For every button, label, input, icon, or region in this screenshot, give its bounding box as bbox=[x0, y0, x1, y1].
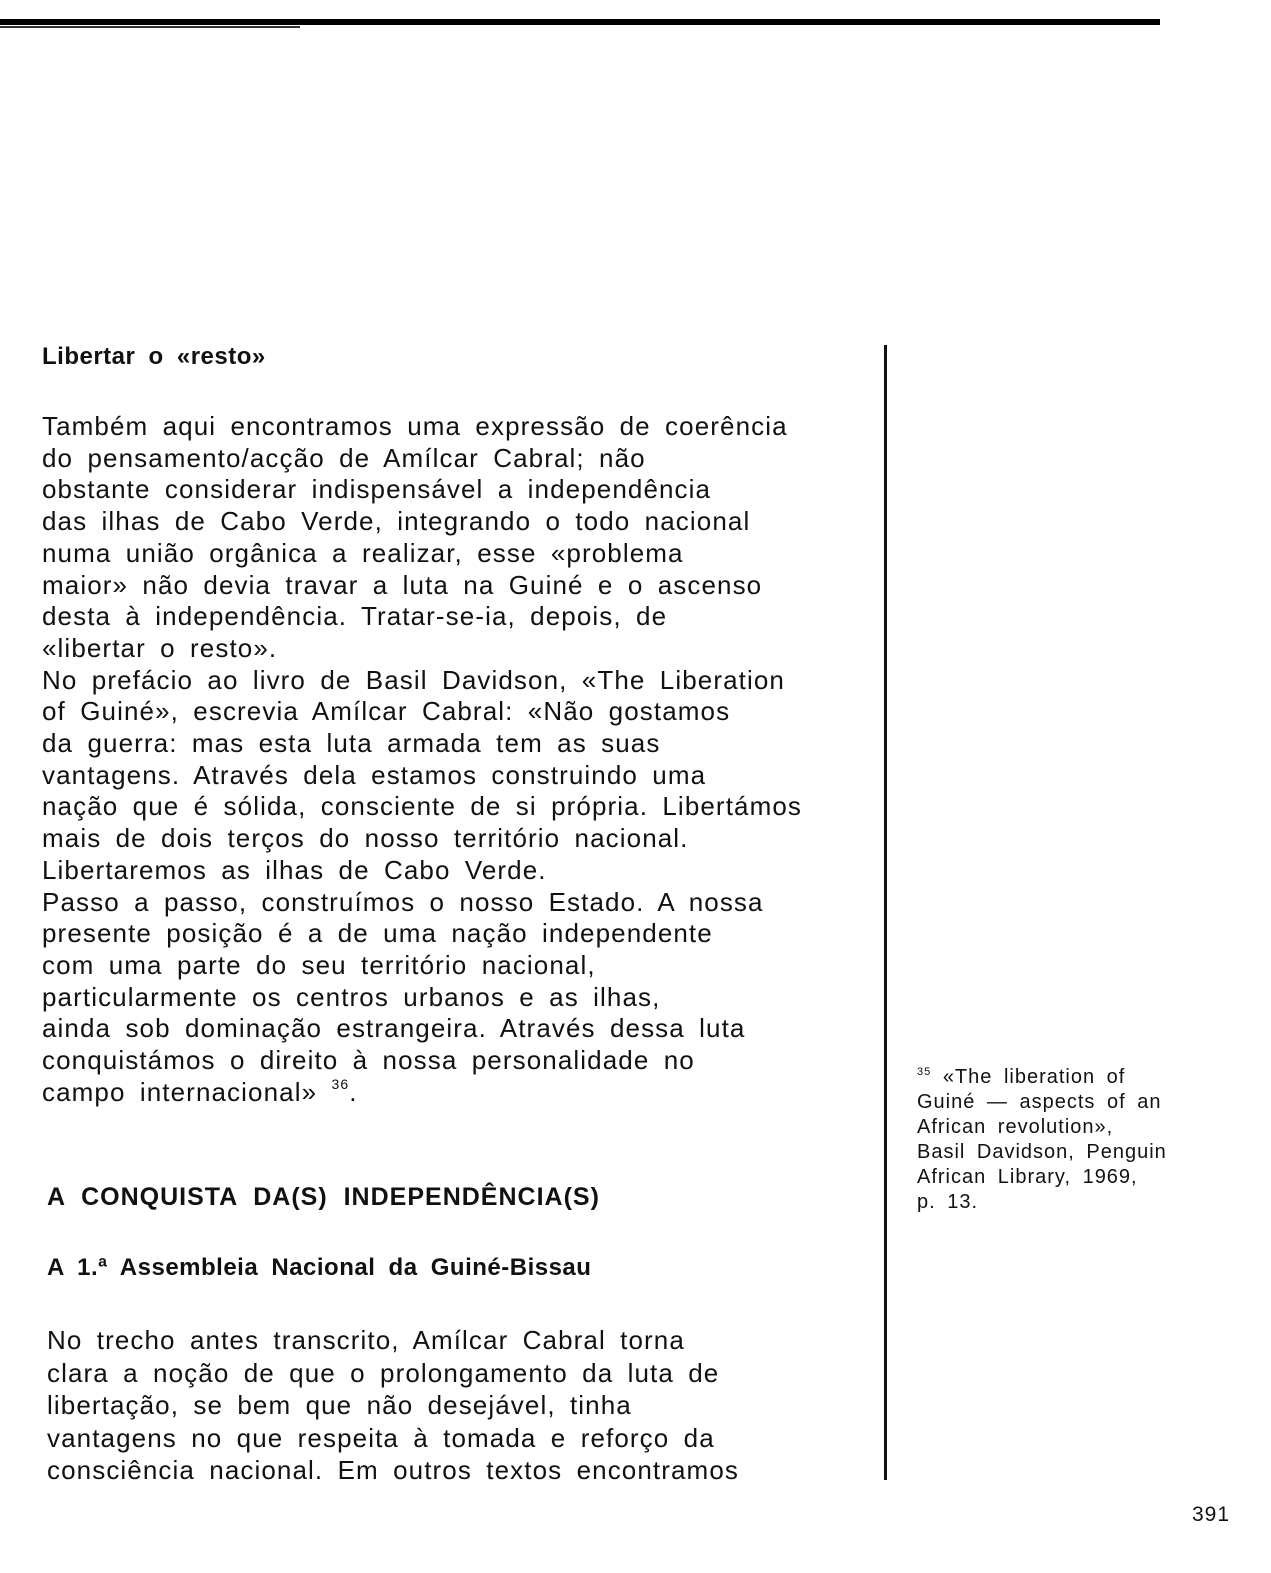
section2-body bbox=[47, 1324, 887, 1487]
text-line: No trecho antes transcrito, Amílcar Cabral torna bbox=[47, 1325, 685, 1355]
text-line: da guerra: mas esta luta armada tem as suas bbox=[42, 728, 661, 759]
footnote-number: 35 bbox=[917, 1066, 932, 1078]
text-line: mais de dois terços do nosso território nacional. bbox=[42, 823, 689, 854]
footnote-line: Guiné — aspects of an bbox=[917, 1091, 1162, 1113]
footnote-line: p. 13. bbox=[917, 1191, 979, 1213]
text-line: do pensamento/acção de Amílcar Cabral; não bbox=[42, 442, 646, 473]
footnote-text: «The liberation of bbox=[942, 1066, 1126, 1088]
text-line: libertação, se bem que não desejável, tinha bbox=[47, 1390, 632, 1420]
text-line: «libertar o resto». bbox=[42, 632, 278, 663]
text-line: maior» não devia travar a luta na Guiné e o ascenso bbox=[42, 569, 763, 600]
text-line: No prefácio ao livro de Basil Davidson, «The Liberation bbox=[42, 664, 785, 695]
text-line: Passo a passo, construímos o nosso Estado. A nossa bbox=[42, 886, 764, 917]
text-line: particularmente os centros urbanos e as ilhas, bbox=[42, 981, 661, 1012]
text-line: consciência nacional. Em outros textos encontramos bbox=[47, 1455, 739, 1485]
subsection-heading: A 1.ª Assembleia Nacional da Guiné-Bissau bbox=[47, 1254, 592, 1281]
text-line: nação que é sólida, consciente de si própria. Libertámos bbox=[42, 791, 802, 822]
text-line: of Guiné», escrevia Amílcar Cabral: «Não gostamos bbox=[42, 696, 731, 727]
text-fragment: campo internacional» bbox=[42, 1076, 318, 1107]
scan-edge-bar bbox=[0, 19, 1160, 25]
text-line: numa união orgânica a realizar, esse «problema bbox=[42, 537, 684, 568]
section-heading: Libertar o «resto» bbox=[42, 343, 266, 370]
text-line: clara a noção de que o prolongamento da luta de bbox=[47, 1357, 720, 1388]
text-line: conquistámos o direito à nossa personalidade no bbox=[42, 1045, 695, 1076]
footnote-line bbox=[917, 1065, 1247, 1090]
text-line: vantagens. Através dela estamos construindo uma bbox=[42, 759, 707, 790]
footnote-35 bbox=[917, 1065, 1247, 1215]
column-divider bbox=[884, 345, 887, 1480]
text-line: obstante considerar indispensável a independência bbox=[42, 474, 712, 505]
text-line bbox=[42, 1077, 882, 1109]
footnote-line: Basil Davidson, Penguin bbox=[917, 1141, 1167, 1163]
section-libertar bbox=[42, 343, 882, 371]
section1-body bbox=[42, 411, 882, 1108]
footnote-line: African Library, 1969, bbox=[917, 1166, 1138, 1188]
subheading-block bbox=[47, 1254, 887, 1282]
text-line: vantagens no que respeita à tomada e reforço da bbox=[47, 1422, 715, 1453]
text-line: Também aqui encontramos uma expressão de coerência bbox=[42, 411, 788, 441]
text-line: Libertaremos as ilhas de Cabo Verde. bbox=[42, 854, 547, 885]
footnote-line: African revolution», bbox=[917, 1116, 1114, 1138]
text-line: presente posição é a de uma nação independente bbox=[42, 918, 713, 949]
scan-edge-bar-shadow bbox=[0, 26, 300, 28]
text-line: das ilhas de Cabo Verde, integrando o todo nacional bbox=[42, 506, 751, 537]
text-line: desta à independência. Tratar-se-ia, depois, de bbox=[42, 601, 668, 632]
text-line: ainda sob dominação estrangeira. Através dessa luta bbox=[42, 1013, 746, 1044]
chapter-heading: A CONQUISTA DA(S) INDEPENDÊNCIA(S) bbox=[47, 1183, 600, 1211]
page-number: 391 bbox=[1192, 1503, 1231, 1526]
text-line: com uma parte do seu território nacional, bbox=[42, 949, 596, 980]
footnote-reference[interactable]: 36 bbox=[331, 1075, 350, 1092]
text-fragment: . bbox=[349, 1076, 358, 1107]
chapter-heading-block bbox=[47, 1183, 887, 1212]
